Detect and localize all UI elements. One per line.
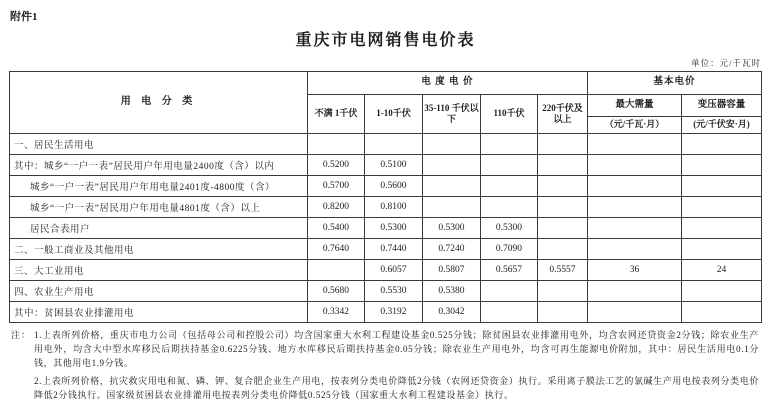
row-label: 一、居民生活用电 xyxy=(9,134,307,155)
price-cell xyxy=(588,134,682,155)
price-cell: 0.5680 xyxy=(307,281,364,302)
header-transformer-capacity: 变压器容量 xyxy=(682,95,762,117)
price-cell xyxy=(682,218,762,239)
header-volt-110kv: 110千伏 xyxy=(480,95,537,134)
table-row xyxy=(9,134,761,155)
price-cell xyxy=(588,218,682,239)
header-transformer-capacity-unit: (元/千伏安·月) xyxy=(682,117,762,134)
note-label: 注： xyxy=(11,330,32,340)
table-row xyxy=(9,197,761,218)
header-max-demand-unit: （元/千瓦·月） xyxy=(588,117,682,134)
price-cell xyxy=(480,302,537,323)
price-cell xyxy=(537,134,587,155)
row-label: 居民合表用户 xyxy=(9,218,307,239)
price-cell xyxy=(588,239,682,260)
row-label: 二、一般工商业及其他用电 xyxy=(9,239,307,260)
table-row xyxy=(9,176,761,197)
row-label: 其中：城乡“一户一表”居民用户年用电量2400度（含）以内 xyxy=(9,155,307,176)
price-cell xyxy=(537,302,587,323)
price-cell xyxy=(682,239,762,260)
table-row xyxy=(9,155,761,176)
table-row xyxy=(9,302,761,323)
price-cell xyxy=(537,239,587,260)
price-table xyxy=(9,71,762,323)
price-cell: 0.5300 xyxy=(422,218,480,239)
price-cell xyxy=(422,197,480,218)
row-label: 城乡“一户一表”居民用户年用电量2401度-4800度（含） xyxy=(9,176,307,197)
price-cell: 0.3042 xyxy=(422,302,480,323)
unit-label: 单位：元/千瓦时 xyxy=(691,58,761,68)
price-cell xyxy=(480,155,537,176)
header-energy-price-group: 电 度 电 价 xyxy=(307,72,587,95)
price-cell: 36 xyxy=(588,260,682,281)
price-cell xyxy=(537,155,587,176)
price-cell: 0.7440 xyxy=(364,239,422,260)
price-cell xyxy=(480,197,537,218)
price-cell: 0.3342 xyxy=(307,302,364,323)
table-row xyxy=(9,281,761,302)
price-cell: 0.5380 xyxy=(422,281,480,302)
price-cell xyxy=(480,134,537,155)
price-cell: 0.5700 xyxy=(307,176,364,197)
header-row-groups xyxy=(9,72,761,95)
price-cell: 0.5530 xyxy=(364,281,422,302)
price-cell: 0.5600 xyxy=(364,176,422,197)
price-cell xyxy=(682,176,762,197)
price-cell xyxy=(422,134,480,155)
price-cell: 0.5557 xyxy=(537,260,587,281)
price-cell: 0.5400 xyxy=(307,218,364,239)
price-cell xyxy=(682,134,762,155)
price-cell xyxy=(537,218,587,239)
table-row xyxy=(9,218,761,239)
price-cell xyxy=(480,281,537,302)
row-label: 四、农业生产用电 xyxy=(9,281,307,302)
header-classification: 用 电 分 类 xyxy=(9,72,307,134)
price-cell: 0.5807 xyxy=(422,260,480,281)
note-2: 2.上表所列价格，抗灾救灾用电和氮、磷、钾、复合肥企业生产用电，按表列分类电价降低2分钱（农网还贷资金）执行。采用离子膜法工艺的氯碱生产用电按表列分类电价降低2分钱执行。国家级贫困县农业排灌用电按表列分类电价降低0.525分钱（国家重大水利工程建设基金）执行。 xyxy=(34,375,759,400)
price-cell: 0.5300 xyxy=(480,218,537,239)
price-cell: 24 xyxy=(682,260,762,281)
price-cell: 0.6057 xyxy=(364,260,422,281)
price-cell: 0.8200 xyxy=(307,197,364,218)
footnotes xyxy=(0,329,771,403)
price-cell: 0.5657 xyxy=(480,260,537,281)
header-max-demand: 最大需量 xyxy=(588,95,682,117)
row-label: 三、大工业用电 xyxy=(9,260,307,281)
page-title: 重庆市电网销售电价表 xyxy=(295,32,476,49)
price-cell xyxy=(364,134,422,155)
price-cell xyxy=(588,281,682,302)
price-cell xyxy=(682,197,762,218)
price-cell: 0.7640 xyxy=(307,239,364,260)
price-cell xyxy=(588,176,682,197)
price-cell xyxy=(537,176,587,197)
price-cell xyxy=(588,155,682,176)
header-volt-220kv-up: 220千伏及以上 xyxy=(537,95,587,134)
price-cell: 0.3192 xyxy=(364,302,422,323)
price-cell: 0.7090 xyxy=(480,239,537,260)
table-row xyxy=(9,239,761,260)
price-cell xyxy=(588,197,682,218)
attachment-label: 附件1 xyxy=(10,11,38,23)
price-cell xyxy=(422,176,480,197)
price-cell xyxy=(682,281,762,302)
price-cell xyxy=(682,302,762,323)
header-volt-under-1kv: 不满 1千伏 xyxy=(307,95,364,134)
price-cell xyxy=(480,176,537,197)
note-1: 1.上表所列价格，重庆市电力公司（包括母公司和控股公司）均含国家重大水利工程建设基金0.525分钱；除贫困县农业排灌用电外，均含农网还贷资金2分钱；除农业生产用电外，均含大中型水库移民后期扶持基金0.6225分钱、地方水库移民后期扶持基金0.05分钱；除农业生产用电外，均含可再生能源电价附加，其中：居民生活用电0.1分钱，其他用电1.9分钱。 xyxy=(34,330,759,368)
price-cell: 0.8100 xyxy=(364,197,422,218)
price-cell xyxy=(307,260,364,281)
price-cell xyxy=(682,155,762,176)
price-cell: 0.5200 xyxy=(307,155,364,176)
row-label: 城乡“一户一表”居民用户年用电量4801度（含）以上 xyxy=(9,197,307,218)
price-cell: 0.5300 xyxy=(364,218,422,239)
price-cell xyxy=(307,134,364,155)
header-volt-1-10kv: 1-10千伏 xyxy=(364,95,422,134)
header-volt-35-110kv: 35-110 千伏以下 xyxy=(422,95,480,134)
price-cell: 0.7240 xyxy=(422,239,480,260)
price-cell xyxy=(537,197,587,218)
price-cell xyxy=(588,302,682,323)
price-cell xyxy=(537,281,587,302)
table-row xyxy=(9,260,761,281)
price-cell: 0.5100 xyxy=(364,155,422,176)
row-label: 其中：贫困县农业排灌用电 xyxy=(9,302,307,323)
header-basic-price-group: 基本电价 xyxy=(588,72,762,95)
price-cell xyxy=(422,155,480,176)
